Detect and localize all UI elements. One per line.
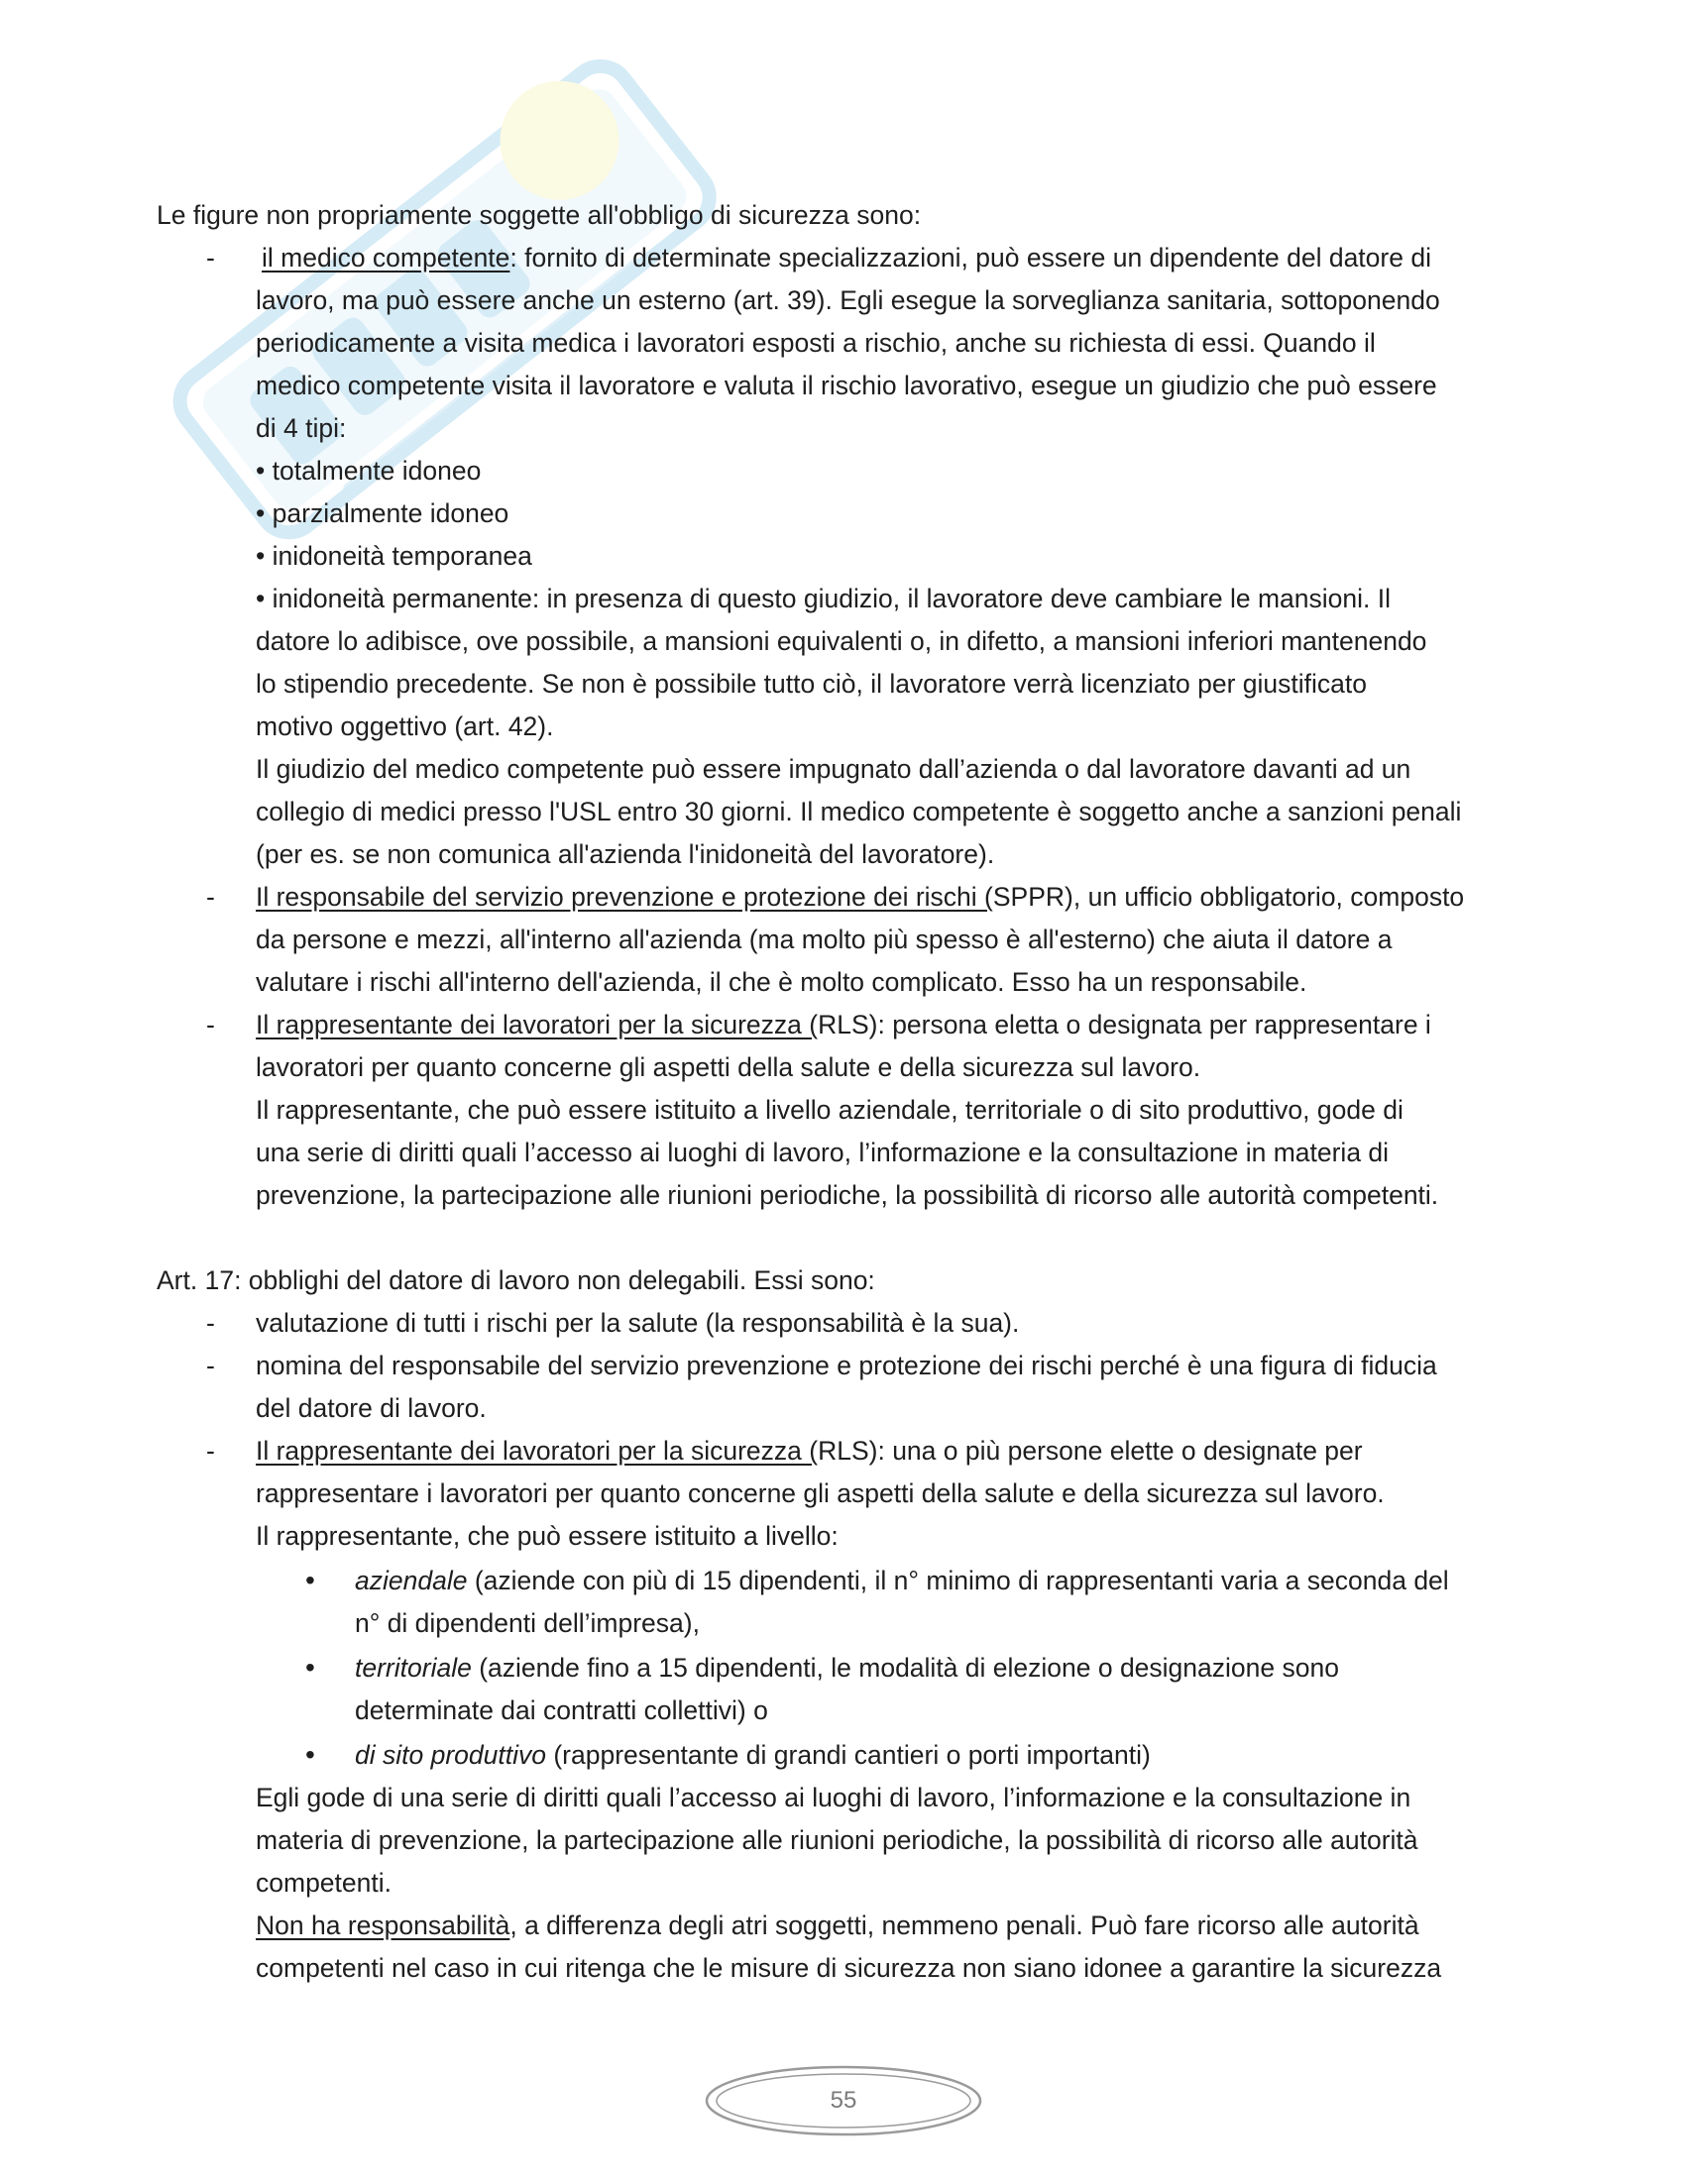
judgement-item: • totalmente idoneo [256,456,482,486]
level-item-aziendale-cont: n° di dipendenti dell’impresa), [355,1608,700,1638]
medico-line-5: di 4 tipi: [256,413,347,443]
level-item-aziendale: aziendale (aziende con più di 15 dipendenti, il n° minimo di rappresentanti varia a seconda del [355,1566,1449,1595]
list-dash: - [206,1351,215,1380]
rls2-line-1: Il rappresentante dei lavoratori per la sicurezza (RLS): una o più persone elette o designate per [256,1436,1363,1466]
list-dash: - [206,1308,215,1338]
sppr-line-3: valutare i rischi all'interno dell'azienda, il che è molto complicato. Esso ha un responsabile. [256,967,1307,997]
judgement-item: • inidoneità temporanea [256,541,532,571]
rls2-line-7: Non ha responsabilità, a differenza degli atri soggetti, nemmeno penali. Può fare ricorso alle autorità [256,1911,1419,1940]
bullet-icon: • [305,1739,315,1770]
page-number: 55 [830,2087,857,2114]
page-number-badge [702,2061,985,2140]
obligation-item-2: nomina del responsabile del servizio prevenzione e protezione dei rischi perché è una figura di fiducia [256,1351,1437,1380]
list-dash: - [206,882,215,912]
rls2-line-3: Il rappresentante, che può essere istituito a livello: [256,1521,839,1551]
level-item-sito: di sito produttivo (rappresentante di grandi cantieri o porti importanti) [355,1740,1151,1770]
rls2-line-5: materia di prevenzione, la partecipazione alle riunioni periodiche, la possibilità di ricorso alle autorità [256,1825,1418,1855]
bullet-icon: • [305,1565,315,1595]
rls2-line-6: competenti. [256,1868,392,1898]
section1-intro: Le figure non propriamente soggette all'obbligo di sicurezza sono: [157,200,922,230]
obligation-item-1: valutazione di tutti i rischi per la salute (la responsabilità è la sua). [256,1308,1020,1338]
no-responsibility-term: Non ha responsabilità [256,1911,510,1940]
medico-line-10: collegio di medici presso l'USL entro 30 giorni. Il medico competente è soggetto anche a sanzioni penali [256,797,1462,826]
medico-term: il medico competente [262,243,510,273]
section2-intro: Art. 17: obblighi del datore di lavoro non delegabili. Essi sono: [157,1265,875,1295]
list-dash: - [206,1436,215,1466]
level-item-territoriale-cont: determinate dai contratti collettivi) o [355,1695,768,1725]
rls2-term: Il rappresentante dei lavoratori per la sicurezza ( [256,1436,819,1466]
rls2-line-2: rappresentare i lavoratori per quanto concerne gli aspetti della salute e della sicurezza sul lavoro. [256,1478,1385,1508]
level-item-territoriale: territoriale (aziende fino a 15 dipendenti, le modalità di elezione o designazione sono [355,1653,1339,1683]
list-dash: - [206,243,215,273]
sppr-line-2: da persone e mezzi, all'interno all'azienda (ma molto più spesso è all'esterno) che aiuta il datore a [256,925,1393,954]
medico-line-9: Il giudizio del medico competente può essere impugnato dall’azienda o dal lavoratore davanti ad un [256,754,1411,784]
medico-line-8: motivo oggettivo (art. 42). [256,711,554,741]
judgement-item: • inidoneità permanente: in presenza di questo giudizio, il lavoratore deve cambiare le mansioni. Il [256,584,1392,613]
medico-line-3: periodicamente a visita medica i lavoratori esposti a rischio, anche su richiesta di essi. Quando il [256,328,1376,358]
rls-line-5: prevenzione, la partecipazione alle riunioni periodiche, la possibilità di ricorso alle autorità competenti. [256,1180,1439,1210]
obligation-item-2-cont: del datore di lavoro. [256,1393,487,1423]
medico-line-1: il medico competente: fornito di determinate specializzazioni, può essere un dipendente del datore di [262,243,1431,273]
sppr-line-1: Il responsabile del servizio prevenzione e protezione dei rischi (SPPR), un ufficio obbligatorio, composto [256,882,1465,912]
rls-term: Il rappresentante dei lavoratori per la sicurezza ( [256,1010,819,1039]
rls-line-2: lavoratori per quanto concerne gli aspetti della salute e della sicurezza sul lavoro. [256,1052,1201,1082]
rls-line-3: Il rappresentante, che può essere istituito a livello aziendale, territoriale o di sito produttivo, gode di [256,1095,1404,1125]
medico-line-7: lo stipendio precedente. Se non è possibile tutto ciò, il lavoratore verrà licenziato per giustificato [256,669,1367,699]
bullet-icon: • [305,1652,315,1683]
medico-line-6: datore lo adibisce, ove possibile, a mansioni equivalenti o, in difetto, a mansioni inferiori mantenendo [256,626,1427,656]
rls2-line-4: Egli gode di una serie di diritti quali l’accesso ai luoghi di lavoro, l’informazione e la consultazione in [256,1783,1411,1812]
medico-line-2: lavoro, ma può essere anche un esterno (art. 39). Egli esegue la sorveglianza sanitaria, sottoponendo [256,285,1440,315]
medico-line-4: medico competente visita il lavoratore e valuta il rischio lavorativo, esegue un giudizio che può essere [256,371,1437,400]
sppr-term: Il responsabile del servizio prevenzione e protezione dei rischi ( [256,882,993,912]
medico-line-11: (per es. se non comunica all'azienda l'inidoneità del lavoratore). [256,839,995,869]
list-dash: - [206,1010,215,1039]
rls-line-4: una serie di diritti quali l’accesso ai luoghi di lavoro, l’informazione e la consultazione in materia di [256,1138,1390,1167]
judgement-item: • parzialmente idoneo [256,498,509,528]
rls2-line-8: competenti nel caso in cui ritenga che le misure di sicurezza non siano idonee a garantire la sicurezza [256,1953,1442,1983]
rls-line-1: Il rappresentante dei lavoratori per la sicurezza (RLS): persona eletta o designata per rappresentare i [256,1010,1431,1039]
